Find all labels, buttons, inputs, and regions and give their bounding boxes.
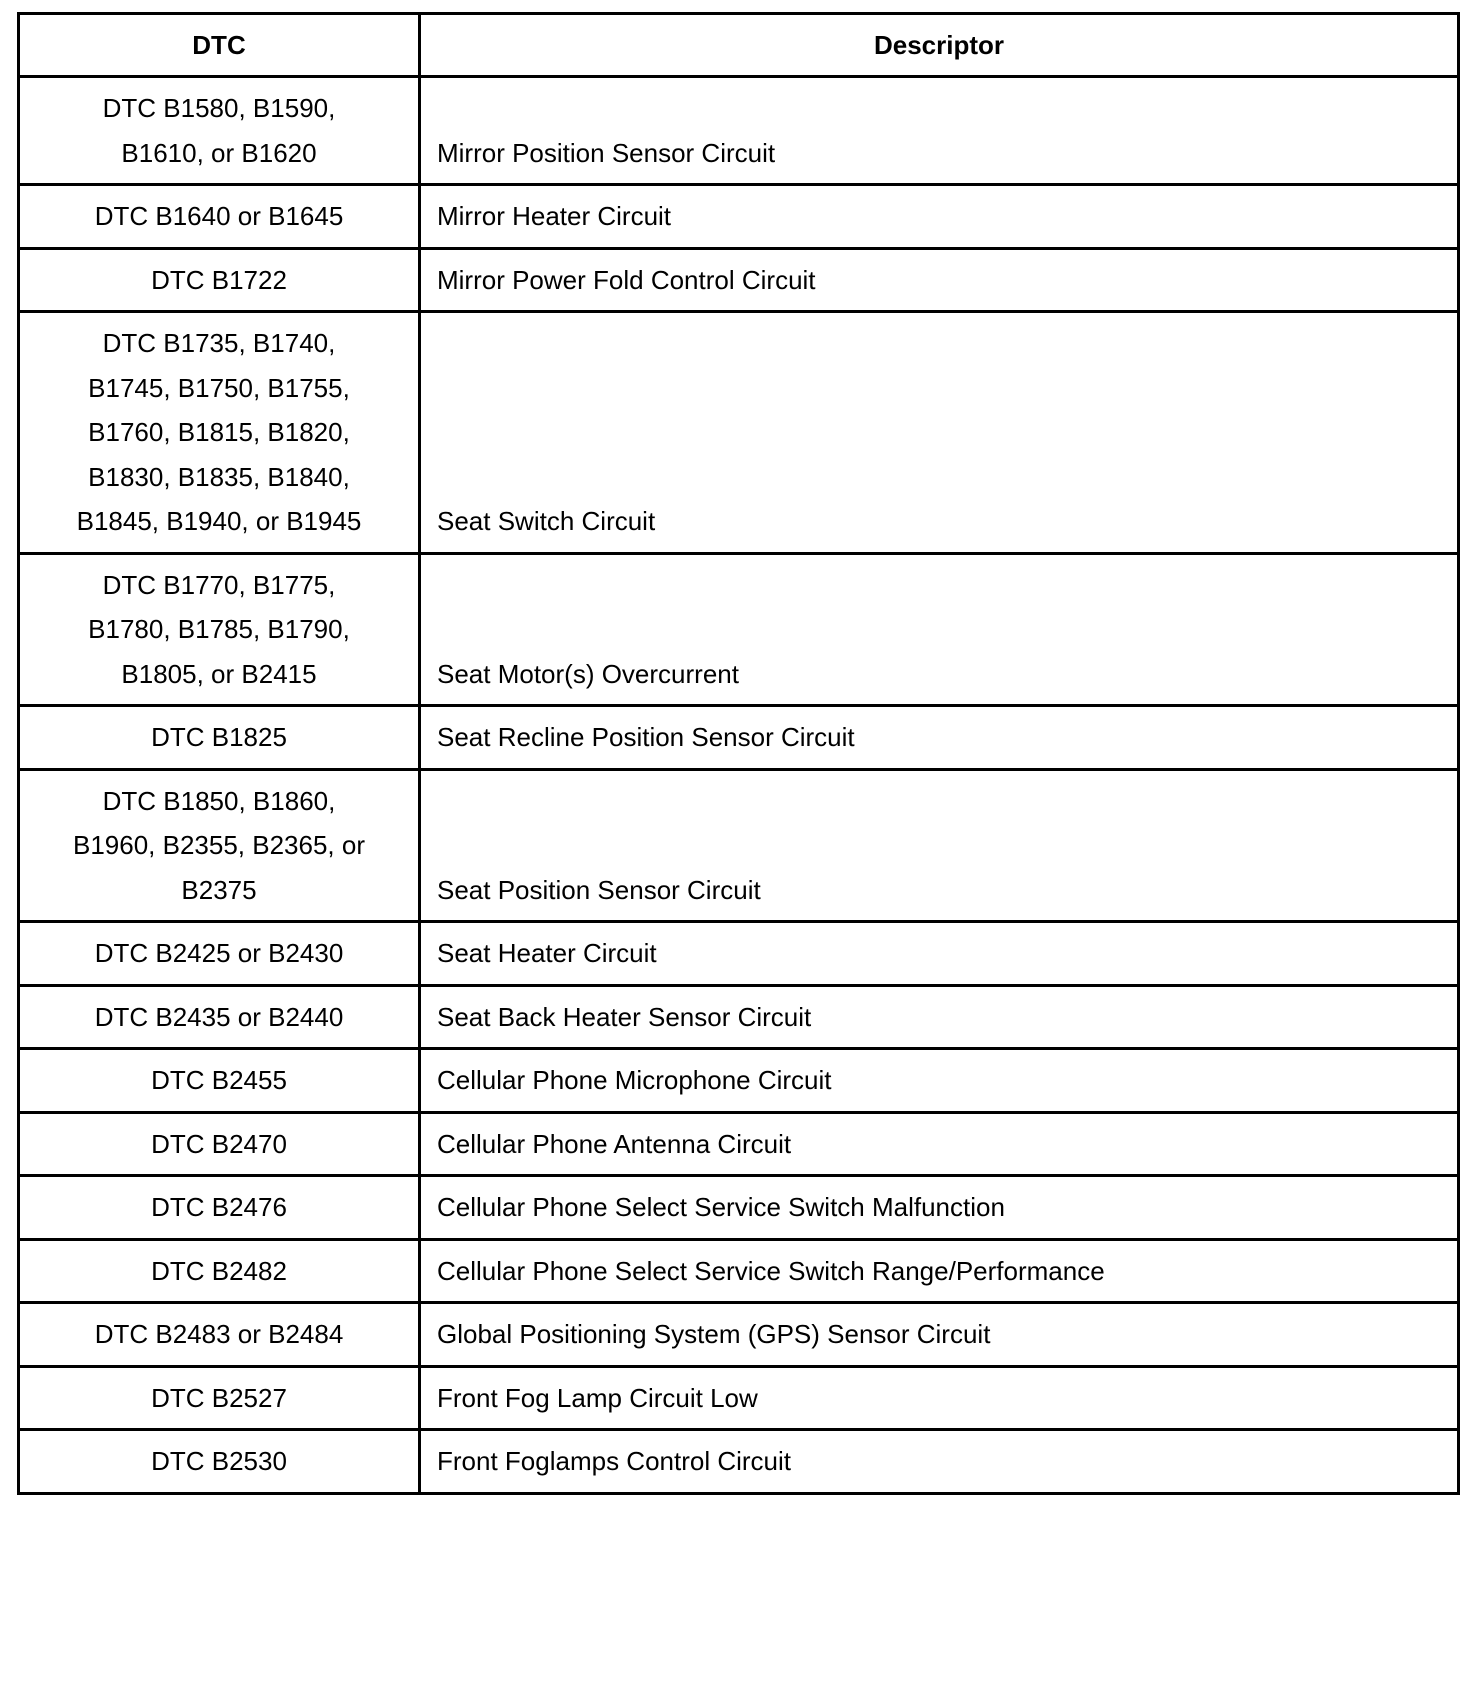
header-dtc: DTC: [19, 14, 420, 77]
dtc-code-cell: DTC B2470: [19, 1112, 420, 1176]
dtc-code-cell: DTC B2425 or B2430: [19, 922, 420, 986]
table-row: [19, 1239, 1459, 1303]
descriptor-cell: Seat Position Sensor Circuit: [420, 769, 1459, 922]
table-row: [19, 1366, 1459, 1430]
dtc-code-cell: DTC B1640 or B1645: [19, 185, 420, 249]
table-row: [19, 706, 1459, 770]
descriptor-cell: Front Fog Lamp Circuit Low: [420, 1366, 1459, 1430]
dtc-code-cell: DTC B2482: [19, 1239, 420, 1303]
dtc-code-cell: DTC B2527: [19, 1366, 420, 1430]
table-row: [19, 1303, 1459, 1367]
table-row: [19, 1430, 1459, 1494]
descriptor-cell: Cellular Phone Select Service Switch Range/Performance: [420, 1239, 1459, 1303]
descriptor-cell: Seat Motor(s) Overcurrent: [420, 553, 1459, 706]
table-body: [19, 77, 1459, 1494]
table-row: [19, 77, 1459, 185]
dtc-code-cell: DTC B2476: [19, 1176, 420, 1240]
dtc-code-cell: DTC B1770, B1775, B1780, B1785, B1790, B1805, or B2415: [19, 553, 420, 706]
table-row: [19, 985, 1459, 1049]
table-row: [19, 922, 1459, 986]
table-row: [19, 312, 1459, 554]
dtc-code-cell: DTC B2435 or B2440: [19, 985, 420, 1049]
table-header: [19, 14, 1459, 77]
descriptor-cell: Cellular Phone Select Service Switch Malfunction: [420, 1176, 1459, 1240]
dtc-code-cell: DTC B2483 or B2484: [19, 1303, 420, 1367]
descriptor-cell: Global Positioning System (GPS) Sensor Circuit: [420, 1303, 1459, 1367]
dtc-code-cell: DTC B1850, B1860, B1960, B2355, B2365, or B2375: [19, 769, 420, 922]
dtc-code-cell: DTC B1722: [19, 248, 420, 312]
header-row: [19, 14, 1459, 77]
descriptor-cell: Mirror Position Sensor Circuit: [420, 77, 1459, 185]
table-row: [19, 1112, 1459, 1176]
dtc-table: [17, 12, 1460, 1495]
dtc-code-cell: DTC B1735, B1740, B1745, B1750, B1755, B1760, B1815, B1820, B1830, B1835, B1840, B1845, B1940, or B1945: [19, 312, 420, 554]
table-row: [19, 553, 1459, 706]
header-descriptor: Descriptor: [420, 14, 1459, 77]
descriptor-cell: Cellular Phone Microphone Circuit: [420, 1049, 1459, 1113]
table-row: [19, 1049, 1459, 1113]
descriptor-cell: Mirror Heater Circuit: [420, 185, 1459, 249]
descriptor-cell: Seat Heater Circuit: [420, 922, 1459, 986]
dtc-code-cell: DTC B2455: [19, 1049, 420, 1113]
dtc-code-cell: DTC B2530: [19, 1430, 420, 1494]
dtc-code-cell: DTC B1825: [19, 706, 420, 770]
dtc-code-cell: DTC B1580, B1590, B1610, or B1620: [19, 77, 420, 185]
table-row: [19, 248, 1459, 312]
table-row: [19, 769, 1459, 922]
descriptor-cell: Mirror Power Fold Control Circuit: [420, 248, 1459, 312]
descriptor-cell: Cellular Phone Antenna Circuit: [420, 1112, 1459, 1176]
descriptor-cell: Seat Switch Circuit: [420, 312, 1459, 554]
descriptor-cell: Seat Back Heater Sensor Circuit: [420, 985, 1459, 1049]
descriptor-cell: Seat Recline Position Sensor Circuit: [420, 706, 1459, 770]
table-row: [19, 185, 1459, 249]
descriptor-cell: Front Foglamps Control Circuit: [420, 1430, 1459, 1494]
table-row: [19, 1176, 1459, 1240]
